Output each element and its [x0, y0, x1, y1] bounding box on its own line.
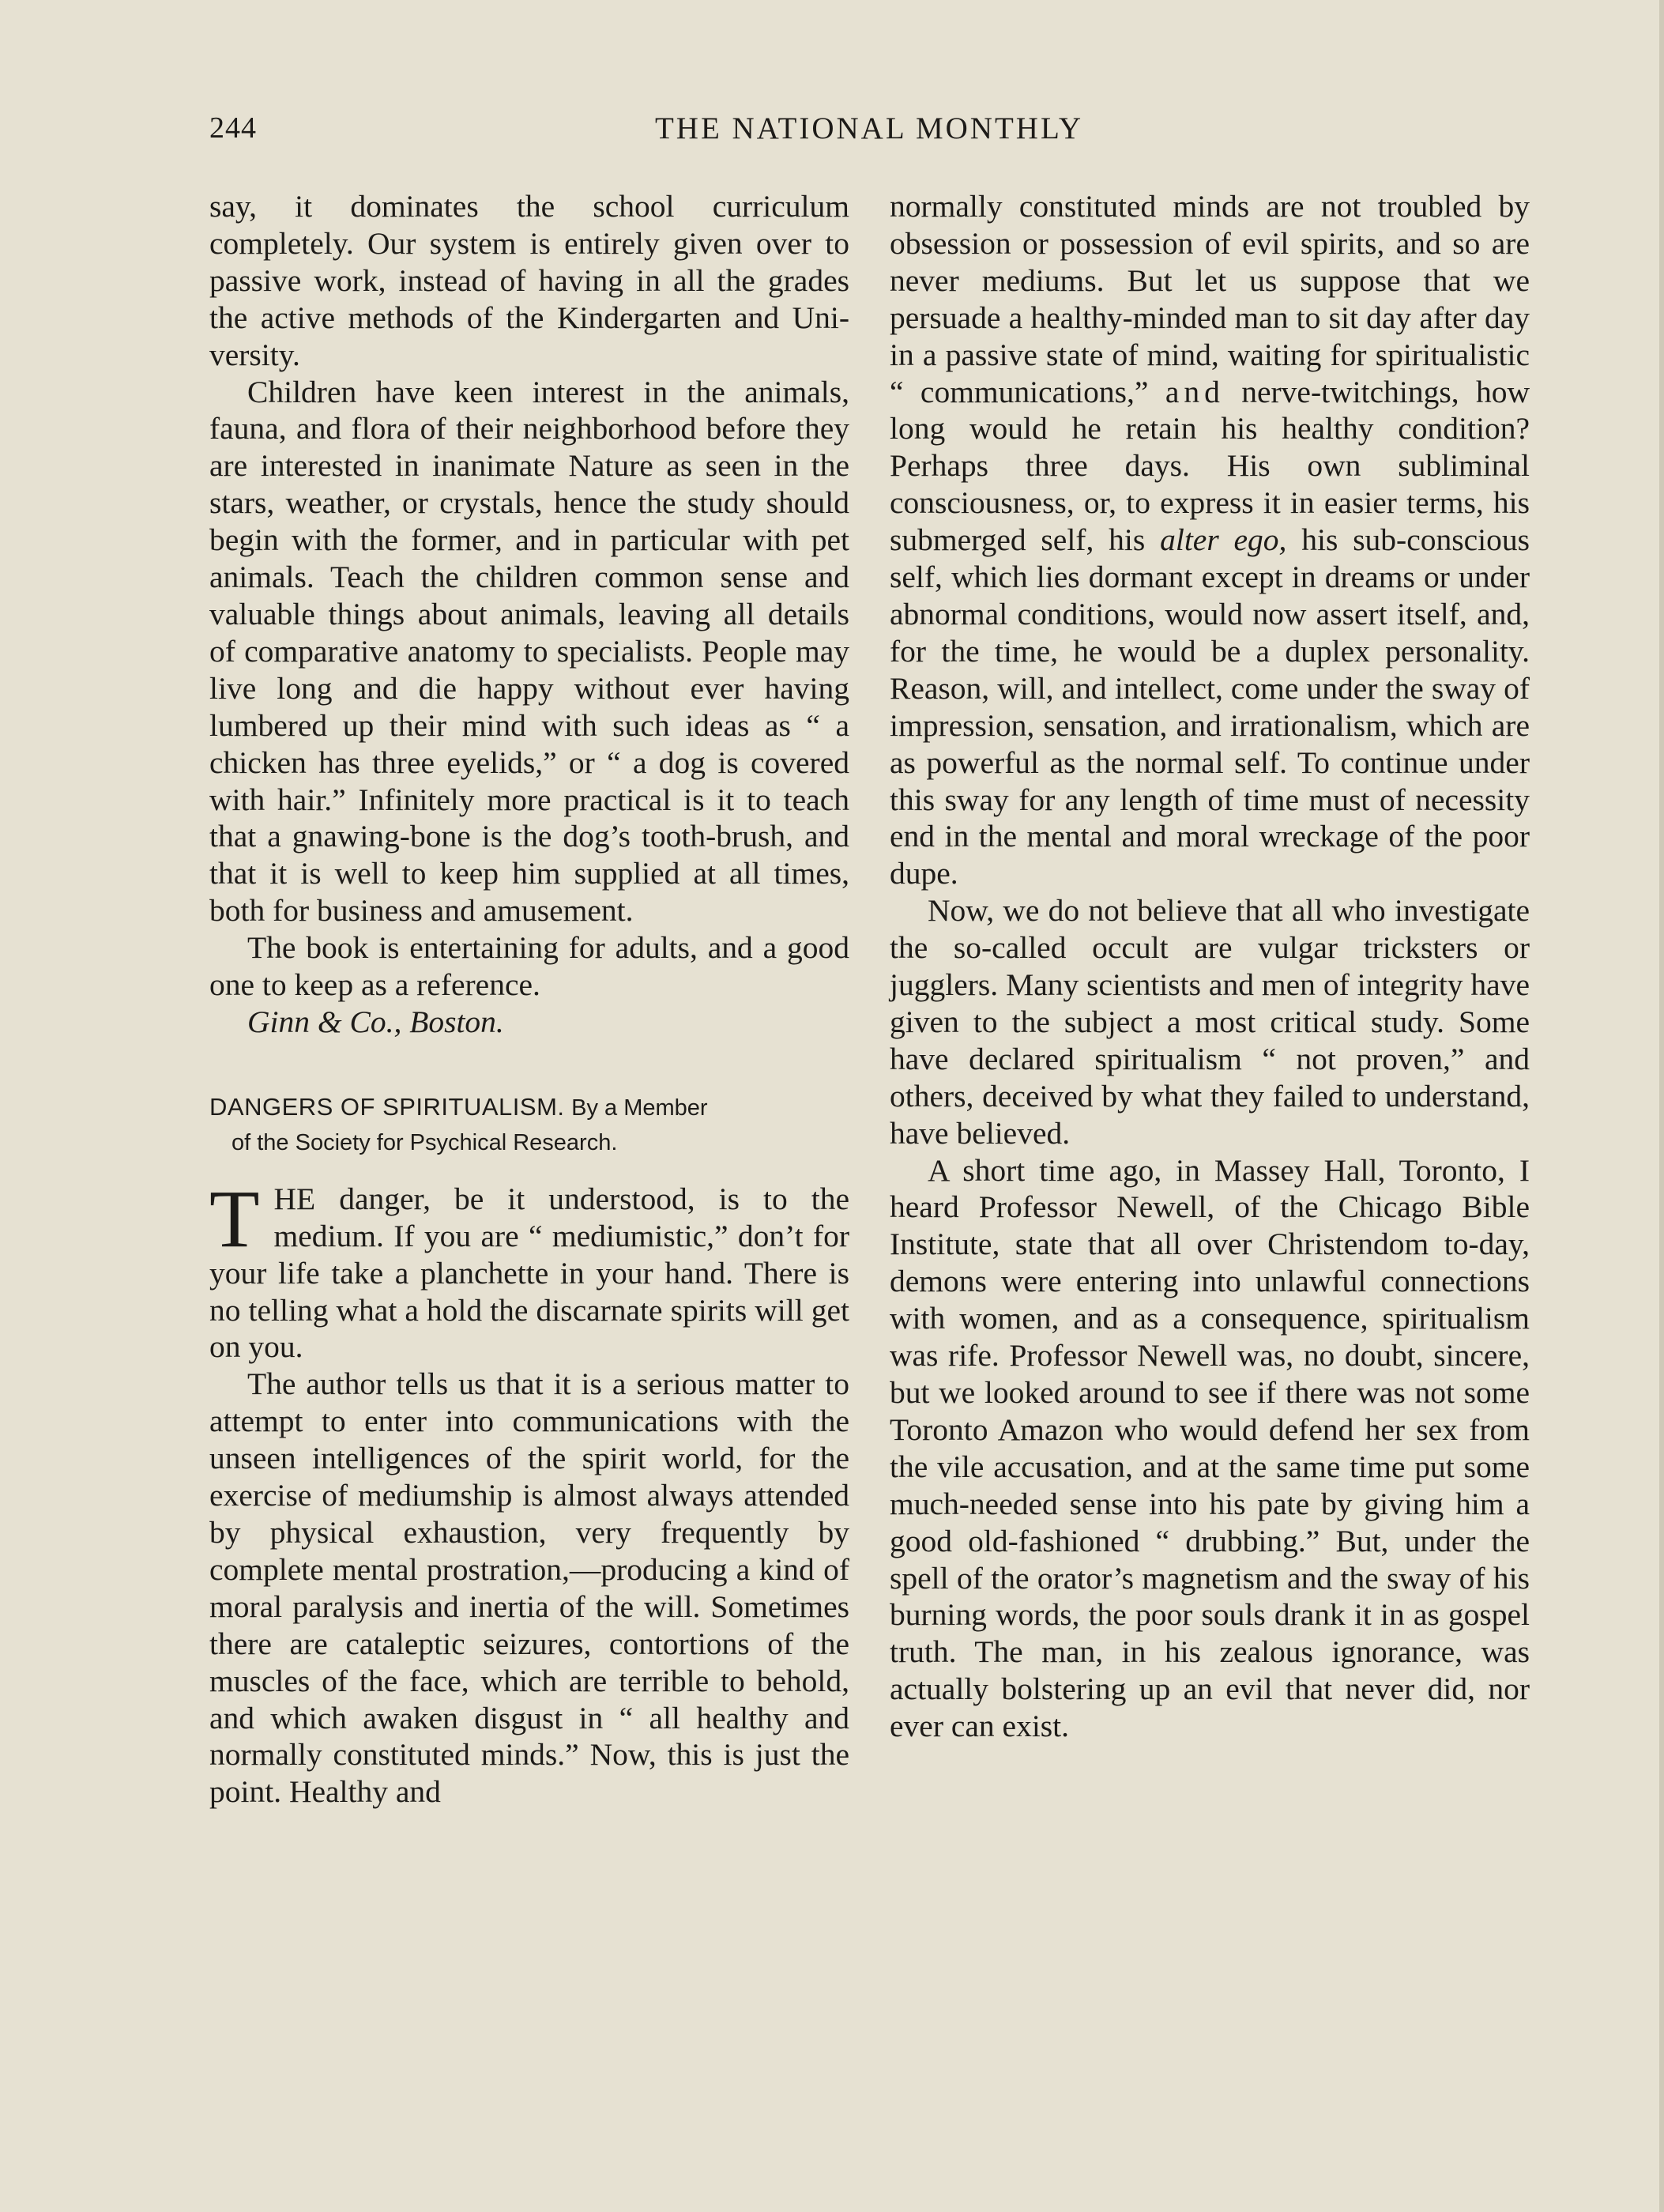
opening-text: HE danger, be it understood, is to the medium. If you are “ mediumistic,” don’t for your life take a planchette in your hand. There is no telling what a hold the discarnate spirits will get on you. [209, 1181, 849, 1365]
italic-phrase: alter ego, [1160, 522, 1287, 558]
review-heading [209, 1090, 849, 1160]
text-run: nerve-twitchings, how long would he retain his healthy condition? Perhaps three days. His own subliminal consciousness, or, to express it in easier terms, his submerged self, his [890, 374, 1530, 558]
right-column [890, 188, 1530, 1745]
opening-paragraph [209, 1173, 849, 1366]
paragraph: Now, we do not believe that all who investigate the so-called occult are vulgar tricksters or jugglers. Many scientists and men of integrity have given to the subject a most critical study. Some have declared spiritualism “ not proven,” and others, deceived by what they failed to understand, have believed. [890, 893, 1530, 1151]
text-run: his sub-conscious self, which lies dormant except in dreams or under abnormal conditions, would now assert itself, and, for the time, he would be a duplex personality. Reason, will, and intellect, come under the sway of impression, sensation, and irrationalism, which are as powerful as the normal self. To continue under this sway for any length of time must of necessity end in the mental and moral wreckage of the poor dupe. [890, 522, 1530, 891]
running-title: THE NATIONAL MONTHLY [654, 111, 1084, 145]
paragraph: say, it dominates the school curriculum completely. Our system is entirely given over to passive work, instead of having in all the grades the active methods of the Kindergarten and University. [209, 189, 849, 372]
page-edge [1659, 0, 1664, 2212]
review-title: DANGERS OF SPIRITUALISM. [209, 1092, 565, 1121]
text-run: normally constituted minds are not troubled by obsession or possession of evil spirits, and so are never mediums. But let us suppose that we persuade a healthy-minded man to sit day after day in a passive state of mind, waiting for spiritualistic “ communications,” [890, 189, 1530, 409]
text-run: and [1165, 374, 1225, 409]
review-byline: By a Member [571, 1095, 708, 1121]
left-column [209, 188, 849, 1811]
paragraph [890, 188, 1530, 892]
paragraph: Children have keen interest in the animals, fauna, and flora of their neighborhood before they are interested in inanimate Nature as seen in the stars, weather, or crystals, hence the study should begin with the former, and in particular with pet animals. Teach the children common sense and valuable things about animals, leaving all details of comparative anatomy to specialists. People may live long and die happy without ever having lumbered up their mind with such ideas as “ a chicken has three eyelids,” or “ a dog is covered with hair.” Infinitely more practical is it to teach that a gnawing-bone is the dog’s tooth-brush, and that it is well to keep him supplied at all times, both for business and amusement. [209, 374, 849, 929]
paragraph: The book is entertaining for adults, and a good one to keep as a reference. [209, 930, 849, 1003]
paragraph: A short time ago, in Massey Hall, Toronto, I heard Professor Newell, of the Chicago Bible Institute, state that all over Christendom to-day, demons were entering into unlawful connections with women, and as a consequence, spiritualism was rife. Professor Newell was, no doubt, sincere, but we looked around to see if there was not some Toronto Amazon who would defend her sex from the vile accusation, and at the same time put some much-needed sense into his pate by giving him a good old-fashioned “ drubbing.” But, under the spell of the orator’s magnetism and the sway of his burning words, the poor souls drank it in as gospel truth. The man, in his zealous ignorance, was actually bolstering up an evil that never did, nor ever can exist. [890, 1152, 1530, 1744]
page-header [209, 111, 1529, 158]
review-byline-continued: of the Society for Psychical Research. [232, 1129, 618, 1155]
page-number: 244 [209, 111, 257, 145]
drop-cap: T [209, 1173, 260, 1264]
publisher-imprint: Ginn & Co., Boston. [247, 1004, 504, 1039]
paragraph: The author tells us that it is a serious matter to attempt to enter into communications with the unseen intelligences of the spirit world, for the exercise of mediumship is almost always attended by physical exhaustion, very frequently by complete mental prostration,—producing a kind of moral paralysis and inertia of the will. Sometimes there are cataleptic seizures, contortions of the muscles of the face, which are terrible to behold, and which awaken disgust in “ all healthy and normally constituted minds.” Now, this is just the point. Healthy and [209, 1366, 849, 1810]
